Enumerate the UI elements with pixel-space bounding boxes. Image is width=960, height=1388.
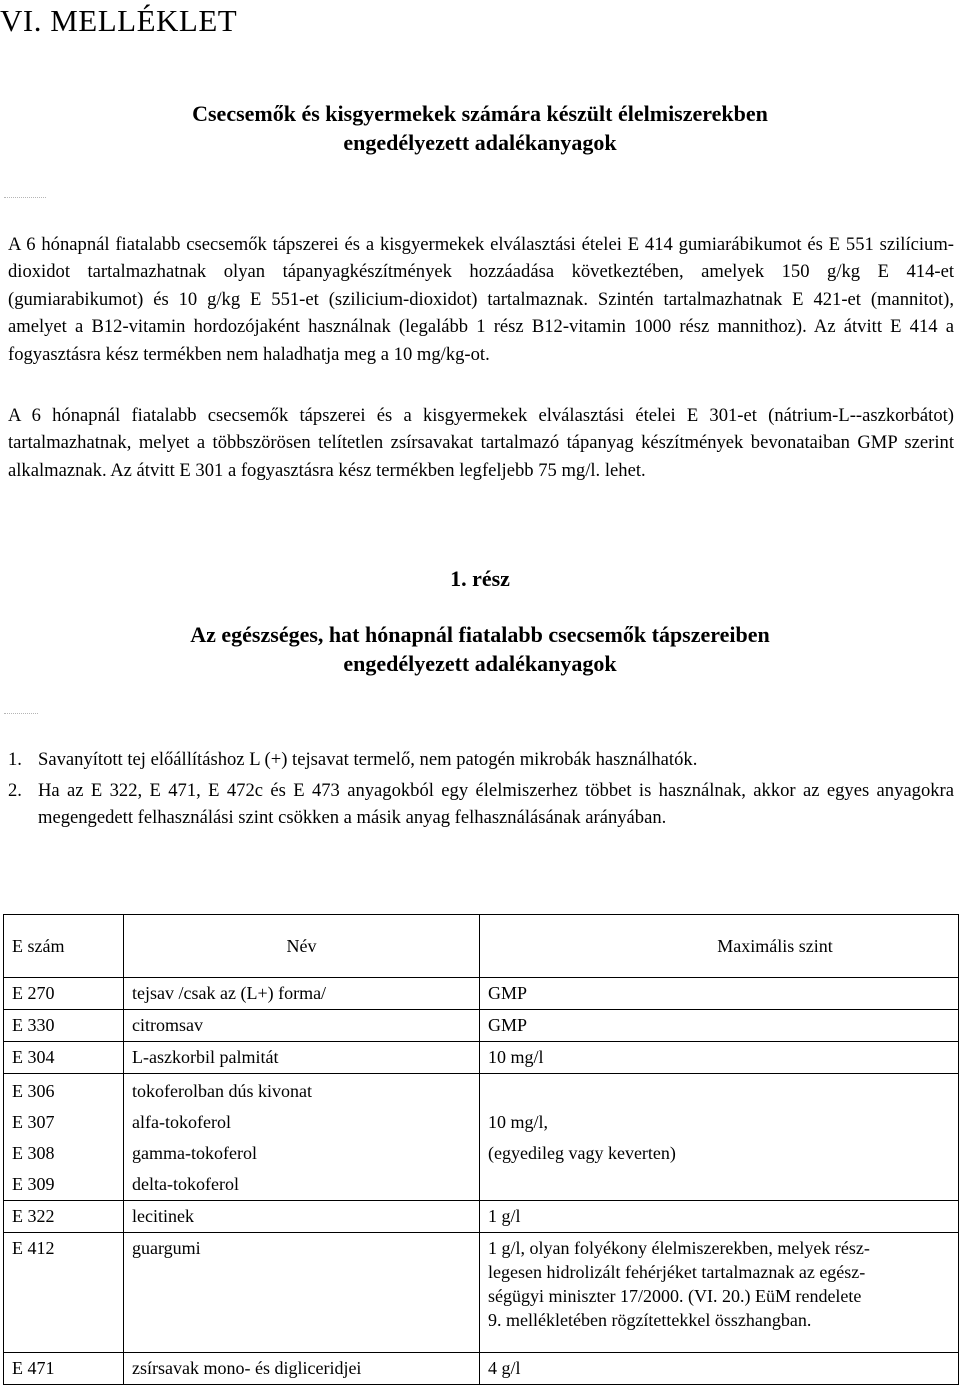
table-row-guar [4, 1233, 959, 1353]
part-title-line-2: engedélyezett adalékanyagok [343, 651, 617, 676]
section-marker [4, 713, 38, 716]
additive-name: delta-tokoferol [132, 1174, 239, 1194]
cell-e-number: E 330 [4, 1010, 124, 1042]
cell-name: zsírsavak mono- és digliceridjei [124, 1353, 480, 1385]
cell-name: citromsav [124, 1010, 480, 1042]
table-row-tocopherols [4, 1074, 959, 1201]
cell-name: lecitinek [124, 1201, 480, 1233]
table-row [4, 978, 959, 1010]
table-row [4, 1201, 959, 1233]
paragraph-additives-e414-e551: A 6 hónapnál fiatalabb csecsemők tápszerei és a kisgyermekek elválasztási ételei E 414 gumiarábikumot és E 551 szilícium-dioxidot tartalmazhatnak olyan tápanyagkészítmények hozzáadása következtében, amelyek 150 g/kg E 414-et (gumiarabikumot) és 10 g/kg E 551-et (szilicium-dioxidot) tartalmaznak. Szintén tartalmazhatnak E 421-et (mannitot), amelyet a B12-vitamin hordozójaként használnak (legalább 1 rész B12-vitamin 1000 rész mannithoz). Az átvitt E 414 a fogyasztásra kész termékben nem haladhatja meg a 10 mg/kg-ot. [8, 234, 954, 365]
additives-table [3, 914, 959, 1385]
note-number: 1. [8, 749, 22, 770]
annex-title-line-2: engedélyezett adalékanyagok [343, 130, 617, 155]
e-number: E 308 [12, 1143, 55, 1163]
e-number: E 306 [12, 1081, 55, 1101]
cell-max-level: 1 g/l [480, 1201, 959, 1233]
cell-name: guargumi [124, 1233, 480, 1353]
cell-e-number: E 412 [4, 1233, 124, 1353]
max-level-line: 1 g/l, olyan folyékony élelmiszerekben, melyek rész- [488, 1238, 870, 1258]
cell-max-level: GMP [480, 978, 959, 1010]
cell-name: L-aszkorbil palmitát [124, 1042, 480, 1074]
page-heading: VI. MELLÉKLET [0, 3, 238, 38]
note-number: 2. [8, 780, 22, 801]
part-title-line-1: Az egészséges, hat hónapnál fiatalabb csecsemők tápszereiben [190, 622, 770, 647]
max-level-line: 9. mellékletében rögzítettekkel összhangban. [488, 1310, 812, 1330]
e-number: E 309 [12, 1174, 55, 1194]
additive-name: gamma-tokoferol [132, 1143, 257, 1163]
paragraph-additive-e301: A 6 hónapnál fiatalabb csecsemők tápszerei és a kisgyermekek elválasztási ételei E 301-et (nátrium-L--aszkorbátot) tartalmazhatnak, melyet a többszörösen telítetlen zsírsavakat tartalmazó tápanyag készítmények bevonataiban GMP szerint alkalmaznak. Az átvitt E 301 a fogyasztásra kész termékben legfeljebb 75 mg/l. lehet. [8, 405, 954, 481]
part-title [0, 620, 960, 678]
cell-max-level [480, 1074, 959, 1201]
cell-e-number: E 304 [4, 1042, 124, 1074]
header-name: Név [124, 915, 480, 978]
note-item [8, 777, 954, 832]
note-text: Savanyított tej előállításhoz L (+) tejsavat termelő, nem patogén mikrobák használhatók. [38, 749, 698, 770]
max-level-line: legesen hidrolizált fehérjéket tartalmaznak az egész- [488, 1262, 866, 1282]
cell-max-level: 10 mg/l [480, 1042, 959, 1074]
note-text: Ha az E 322, E 471, E 472c és E 473 anyagokból egy élelmiszerhez többet is használnak, akkor az egyes anyagokra megengedett felhasználási szint csökken a másik anyag felhasználásának arányában. [38, 780, 954, 829]
cell-e-number: E 270 [4, 978, 124, 1010]
table-header-row [4, 915, 959, 978]
cell-max-level [480, 1233, 959, 1353]
cell-e-number: E 471 [4, 1353, 124, 1385]
cell-e-number: E 322 [4, 1201, 124, 1233]
additive-name: tokoferolban dús kivonat [132, 1081, 312, 1101]
header-e-number: E szám [4, 915, 124, 978]
annex-title-line-1: Csecsemők és kisgyermekek számára készült élelmiszerekben [192, 101, 768, 126]
cell-max-level: 4 g/l [480, 1353, 959, 1385]
cell-e-numbers [4, 1074, 124, 1201]
max-level-line: 10 mg/l, [488, 1112, 549, 1132]
cell-names [124, 1074, 480, 1201]
table-row [4, 1353, 959, 1385]
max-level-line: (egyedileg vagy keverten) [488, 1143, 676, 1163]
table-row [4, 1010, 959, 1042]
cell-max-level: GMP [480, 1010, 959, 1042]
additive-name: alfa-tokoferol [132, 1112, 231, 1132]
annex-title [0, 99, 960, 157]
section-marker [4, 197, 46, 200]
header-max-level: Maximális szint [480, 915, 959, 978]
table-row [4, 1042, 959, 1074]
max-level-line: ségügyi miniszter 17/2000. (VI. 20.) EüM rendelete [488, 1286, 862, 1306]
note-item [8, 746, 954, 773]
e-number: E 307 [12, 1112, 55, 1132]
part-label: 1. rész [450, 566, 510, 591]
cell-name: tejsav /csak az (L+) forma/ [124, 978, 480, 1010]
